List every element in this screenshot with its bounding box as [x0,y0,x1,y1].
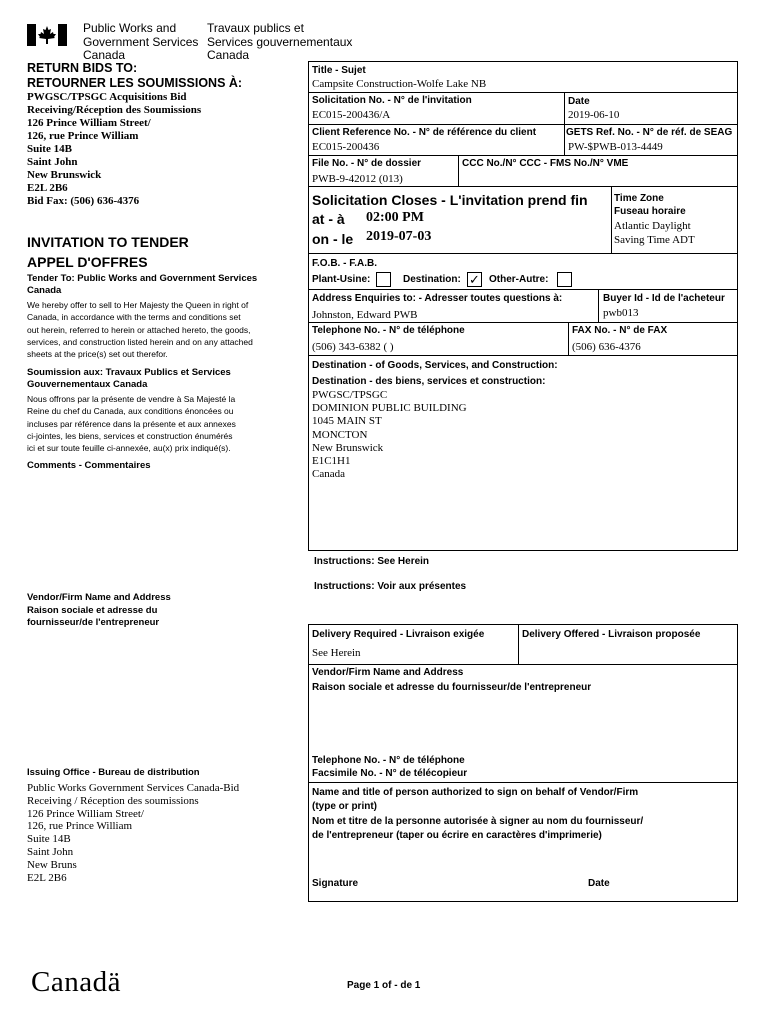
delivery-required-label: Delivery Required - Livraison exigée [312,629,485,640]
vendor-facsimile-label: Facsimile No. - N° de télécopieur [312,768,468,779]
offer-fr-line: Reine du chef du Canada, aux conditions énoncées ou [27,406,234,417]
offer-fr-line: ci-jointes, les biens, services et construction énumérés [27,430,233,441]
bid-fax: Bid Fax: (506) 636-4376 [27,195,140,207]
canada-flag-icon [27,24,67,46]
destination-label: Destination: [403,274,461,285]
file-label: File No. - N° de dossier [312,158,422,169]
authorized-name-label-1: Name and title of person authorized to sign on behalf of Vendor/Firm [312,787,639,798]
offer-en-line: out herein, referred to herein or attached hereto, the goods, [27,324,251,335]
ccc-label: CCC No./N° CCC - FMS No./N° VME [462,158,629,169]
issuing-office-label: Issuing Office - Bureau de distribution [27,767,200,778]
closes-label: Solicitation Closes - L'invitation prend fin [312,192,588,208]
date-value: 2019-06-10 [568,109,620,121]
authorized-name-label-3: Nom et titre de la personne autorisée à signer au nom du fournisseur/ [312,816,644,827]
address-enquiries-label: Address Enquiries to: - Adresser toutes questions à: [312,293,563,304]
page-number: Page 1 of - de 1 [347,980,421,991]
return-address-line: Suite 14B [27,143,72,155]
delivery-offered-field[interactable] [520,642,734,662]
offer-fr-line: Nous offrons par la présente de vendre à Sa Majesté la [27,394,236,404]
destination-checkbox[interactable]: ✓ [467,272,482,287]
authorized-name-label-2: (type or print) [312,801,377,812]
on-label: on - le [312,231,354,247]
issuing-office-line: Saint John [27,845,74,858]
vendor-telephone-label: Telephone No. - N° de téléphone [312,755,465,766]
vendor-left-label3: fournisseur/de l'entrepreneur [27,617,160,628]
authorized-name-field[interactable] [312,843,732,873]
issuing-office-line: 126 Prince William Street/ [27,807,144,820]
vendor-left-label1: Vendor/Firm Name and Address [27,592,171,603]
fax-value: (506) 636-4376 [572,341,641,353]
delivery-offered-label: Delivery Offered - Livraison proposée [522,629,701,640]
client-ref-label: Client Reference No. - N° de référence du client [312,127,537,138]
offer-fr-line: ici et sur toute feuille ci-annexée, au(x) prix indiqué(s). [27,443,231,454]
file-value: PWB-9-42012 (013) [312,173,403,185]
other-checkbox[interactable] [557,272,572,287]
vendor-name-address-label-en: Vendor/Firm Name and Address [312,667,464,678]
return-bids-title-en: RETURN BIDS TO: [27,61,138,75]
soumission-line2: Gouvernementaux Canada [27,379,148,390]
telephone-label: Telephone No. - N° de téléphone [312,325,465,336]
title-label: Title - Sujet [312,65,366,76]
return-address-line: New Brunswick [27,169,102,181]
delivery-required-value: See Herein [312,647,361,659]
gets-label: GETS Ref. No. - N° de réf. de SEAG [566,127,733,138]
title-value: Campsite Construction-Wolfe Lake NB [312,78,487,90]
fob-label: F.O.B. - F.A.B. [312,258,377,269]
destination-goods-label-en: Destination - of Goods, Services, and Construction: [312,360,558,371]
solicitation-label: Solicitation No. - N° de l'invitation [312,95,472,106]
dept-name-en-line1: Public Works and [83,21,177,35]
comments-label: Comments - Commentaires [27,460,151,471]
dept-name-en-line2: Government Services [83,34,199,49]
fax-label: FAX No. - N° de FAX [572,325,668,336]
return-address-line: E2L 2B6 [27,182,68,194]
offer-en-line: Canada, in accordance with the terms and conditions set [27,312,241,323]
destination-address-line: E1C1H1 [312,455,351,468]
destination-address-line: PWGSC/TPSGC [312,389,388,401]
tz-label-en: Time Zone [614,193,664,204]
tz-value-line2: Saving Time ADT [614,234,695,246]
offer-fr-line: incluses par référence dans la présente et aux annexes [27,418,236,429]
close-date-value: 2019-07-03 [366,229,432,244]
instructions-fr: Instructions: Voir aux présentes [314,581,467,592]
buyer-id-label: Buyer Id - Id de l'acheteur [603,293,725,304]
dept-name-fr-line1: Travaux publics et [207,21,304,35]
soumission-line1: Soumission aux: Travaux Publics et Services [27,367,231,378]
telephone-value: (506) 343-6382 ( ) [312,341,394,353]
tender-to-line2: Canada [27,285,62,296]
date-label: Date [568,96,590,107]
instructions-en: Instructions: See Herein [314,556,430,567]
vendor-name-address-field[interactable] [312,697,732,749]
other-label: Other-Autre: [489,274,549,285]
gets-value: PW-$PWB-013-4449 [568,141,663,153]
offer-en-line: We hereby offer to sell to Her Majesty the Queen in right of [27,300,249,310]
authorized-name-label-4: de l'entrepreneur (taper ou écrire en caractères d'imprimerie) [312,830,602,841]
invitation-title-fr: APPEL D'OFFRES [27,254,148,270]
offer-en-line: sheets at the price(s) set out therefor. [27,349,168,360]
destination-address-line: DOMINION PUBLIC BUILDING [312,402,467,415]
return-address-line: 126, rue Prince William [27,130,139,142]
issuing-office-line: Suite 14B [27,833,71,846]
close-time-value: 02:00 PM [366,210,424,225]
plant-checkbox[interactable] [376,272,391,287]
destination-address-line: 1045 MAIN ST [312,415,382,428]
tender-to-line1: Tender To: Public Works and Government Services [27,273,258,284]
destination-address-line: MONCTON [312,428,368,441]
signature-date-label: Date [588,878,610,889]
address-enquiries-value: Johnston, Edward PWB [312,309,418,321]
destination-address-line: New Brunswick [312,441,384,454]
solicitation-value: EC015-200436/A [312,109,391,121]
destination-goods-label-fr: Destination - des biens, services et construction: [312,376,546,387]
plant-label: Plant-Usine: [312,274,371,285]
issuing-office-line: New Bruns [27,858,77,871]
dept-name-fr-line3: Canada [207,48,250,62]
dept-name-en-line3: Canada [83,48,126,62]
vendor-name-address-label-fr: Raison sociale et adresse du fournisseur/de l'entrepreneur [312,682,592,693]
tz-value-line1: Atlantic Daylight [614,220,691,232]
canada-wordmark: Canadä [31,966,121,998]
return-address-line: Receiving/Réception des Soumissions [27,104,202,116]
signature-label: Signature [312,878,359,889]
return-bids-title-fr: RETOURNER LES SOUMISSIONS À: [27,76,243,90]
buyer-id-value: pwb013 [603,307,639,319]
at-label: at - à [312,211,345,227]
destination-address-line: Canada [312,468,345,481]
return-address-line: 126 Prince William Street/ [27,117,151,129]
return-address-line: PWGSC/TPSGC Acquisitions Bid [27,91,187,103]
issuing-office-line: Public Works Government Services Canada-Bid [27,782,240,794]
issuing-office-line: E2L 2B6 [27,871,67,884]
offer-en-line: services, and construction listed herein and on any attached [27,336,253,347]
issuing-office-line: Receiving / Réception des soumissions [27,794,199,807]
return-address-line: Saint John [27,156,78,168]
tz-label-fr: Fuseau horaire [614,206,686,217]
vendor-left-label2: Raison sociale et adresse du [27,604,158,616]
client-ref-value: EC015-200436 [312,141,380,153]
issuing-office-line: 126, rue Prince William [27,820,133,833]
invitation-title-en: INVITATION TO TENDER [27,234,189,250]
dept-name-fr-line2: Services gouvernementaux [207,34,353,49]
